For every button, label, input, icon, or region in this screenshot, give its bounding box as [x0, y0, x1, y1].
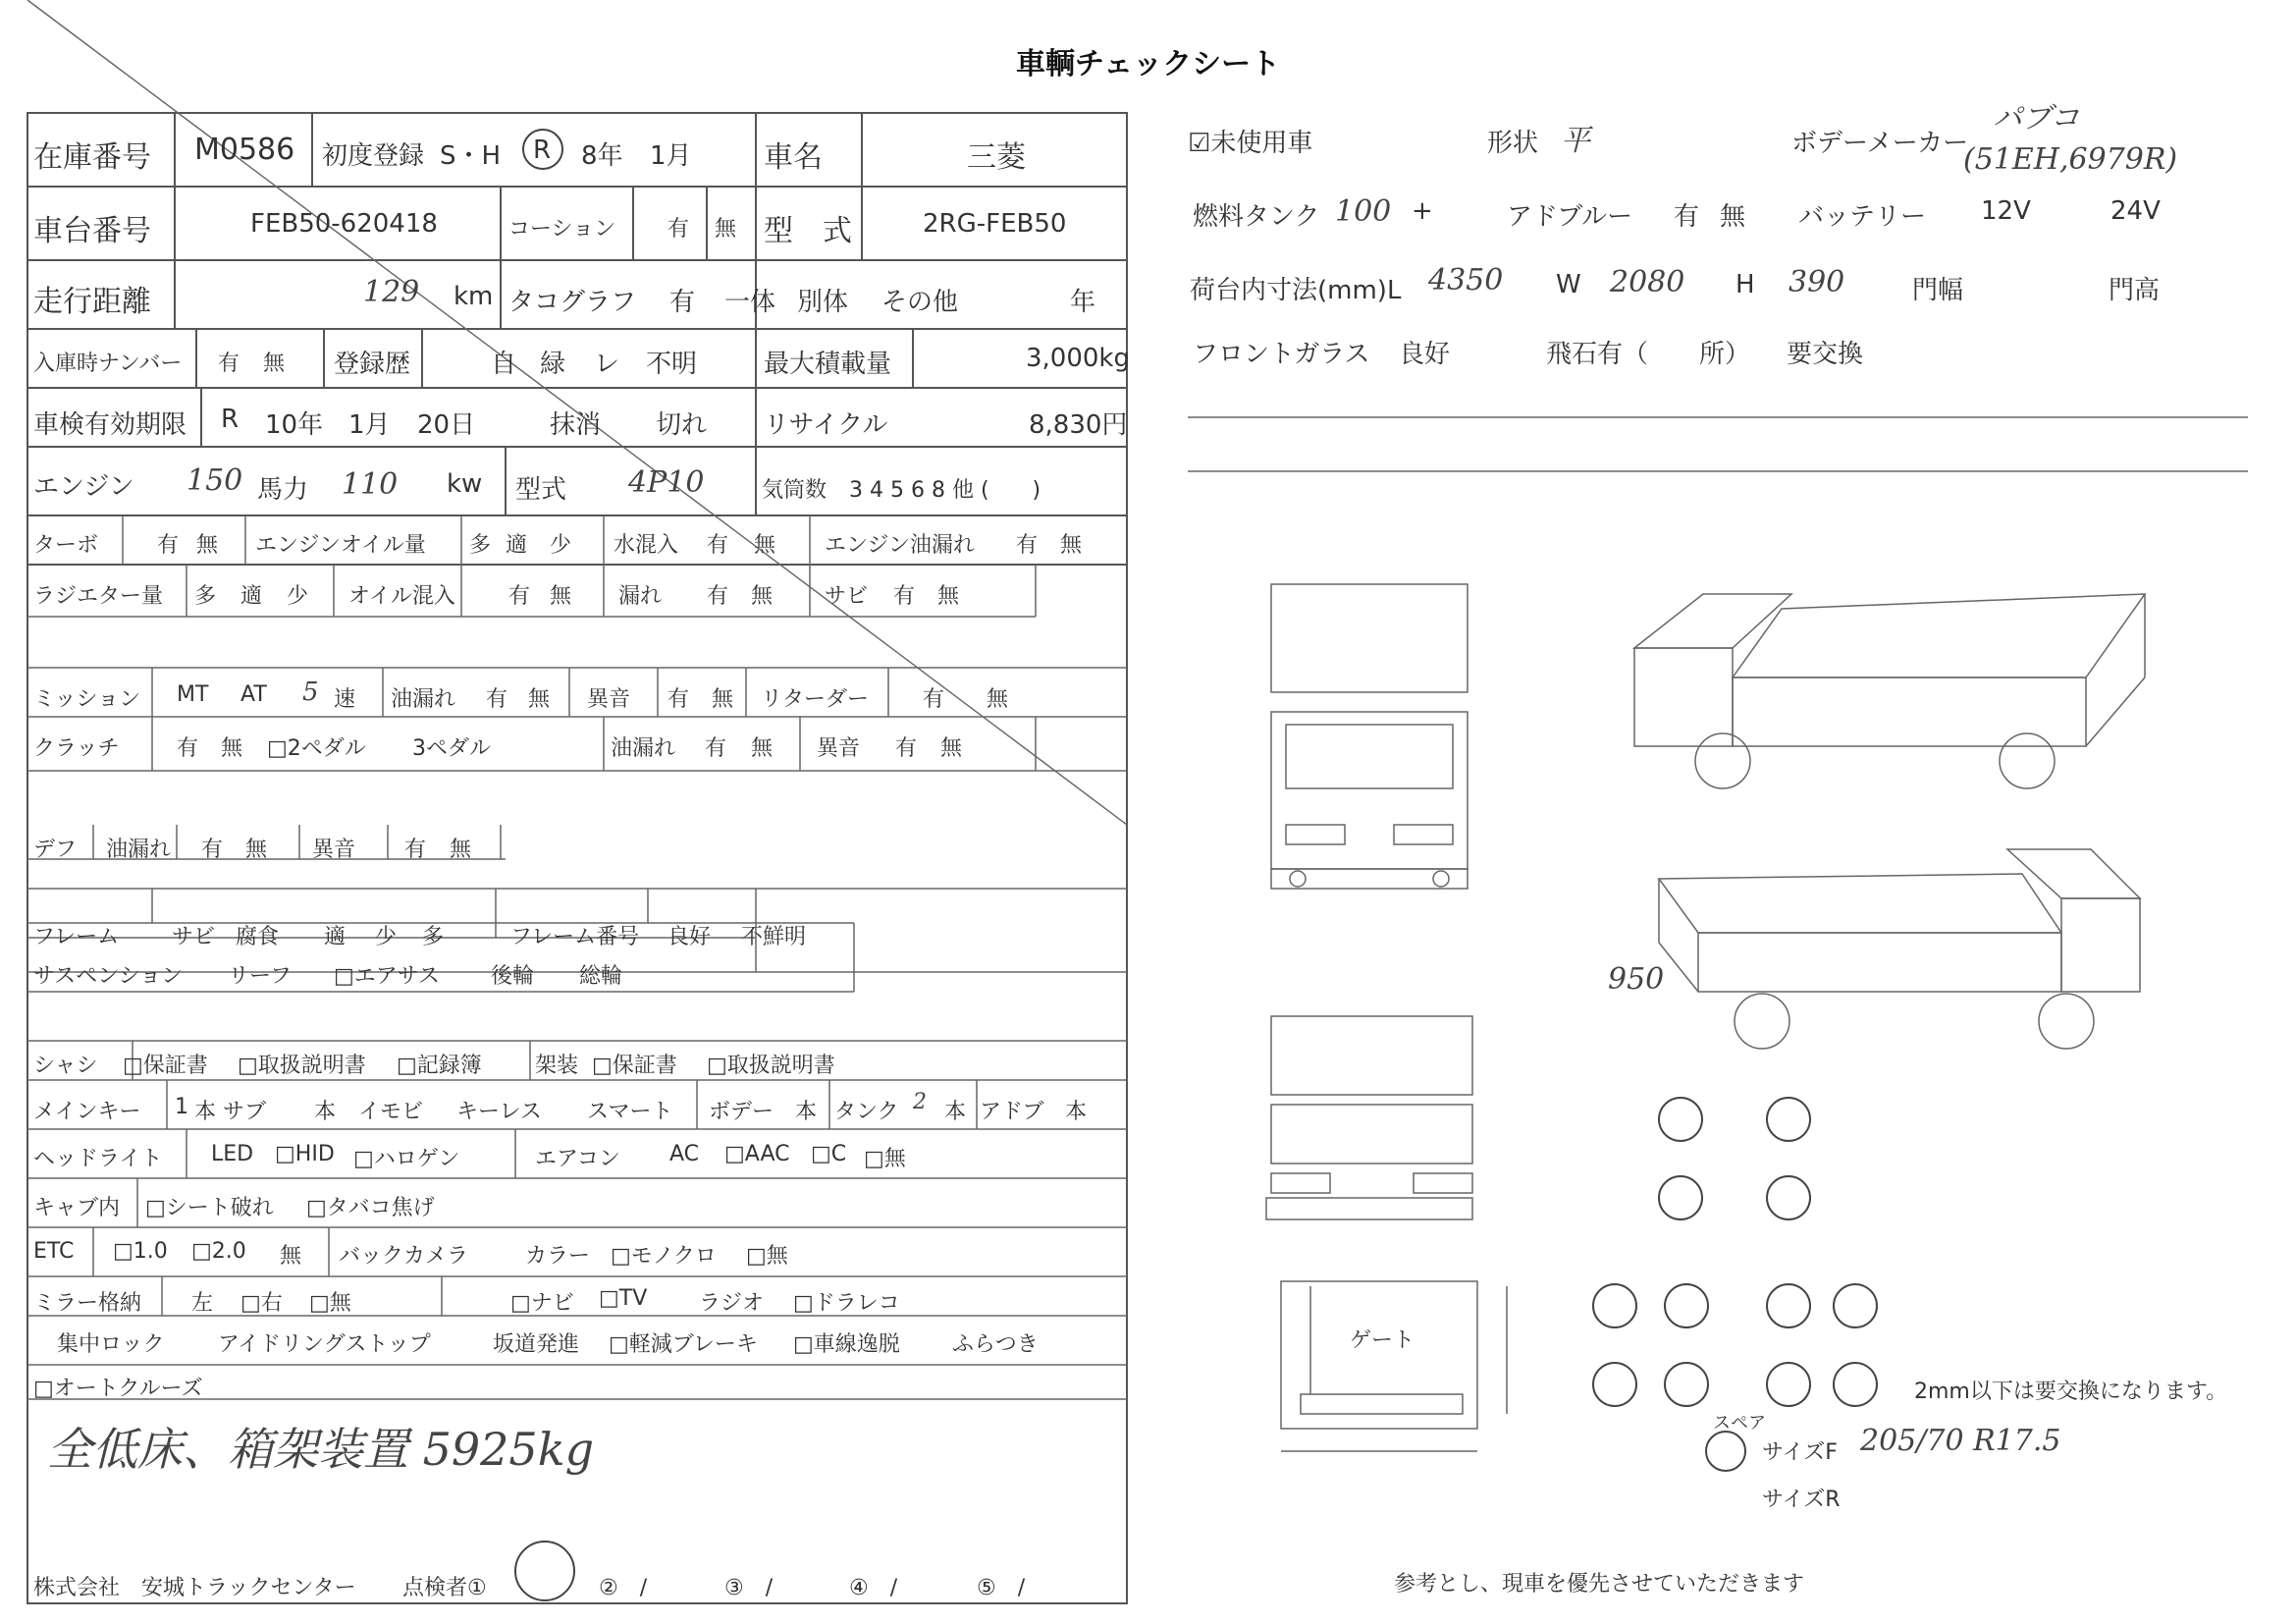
main-key-label: メインキー: [33, 1100, 141, 1124]
mirror-none: □無: [309, 1291, 351, 1316]
body-maker-no: (51EH,6979R): [1963, 142, 2178, 177]
inspector-4: ④ /: [849, 1576, 898, 1600]
gate-label: ゲート: [1350, 1328, 1415, 1353]
maker-label: 車名: [764, 140, 823, 175]
max-load-value: 3,000kg: [1026, 344, 1130, 373]
fuel-label: 燃料タンク: [1193, 202, 1320, 232]
body-warranty: □保証書: [592, 1054, 677, 1078]
clutch-oil-leak-no: 無: [751, 736, 774, 761]
turbo-yes: 有: [157, 533, 180, 558]
insp-era: R: [221, 405, 240, 434]
body-maker-value: パブコ: [1993, 101, 2080, 135]
mirror-label: ミラー格納: [33, 1291, 142, 1316]
company-name: 株式会社 安城トラックセンター: [33, 1576, 356, 1600]
diff-noise-no: 無: [450, 838, 472, 862]
adblue-yes: 有: [1674, 202, 1700, 232]
body-manual: □取扱説明書: [707, 1054, 835, 1078]
cargo-height: 390: [1789, 265, 1845, 299]
oil-mix-label: オイル混入: [348, 584, 455, 609]
engine-model-value: 4P10: [628, 465, 705, 500]
maker-value: 三菱: [967, 140, 1026, 175]
cab-front: [1271, 712, 1468, 869]
diff-noise-label: 異音: [312, 838, 356, 862]
mission-oil-leak-label: 油漏れ: [391, 687, 456, 712]
recycle-label: リサイクル: [764, 410, 888, 440]
aircon-aac: □AAC: [724, 1142, 790, 1166]
mirror-right: □右: [240, 1291, 283, 1316]
chassis-manual: □取扱説明書: [238, 1054, 366, 1078]
footer-note: 参考とし、現車を優先させていただきます: [1394, 1572, 1805, 1597]
mission-oil-leak-yes: 有: [486, 687, 508, 712]
hp-value: 150: [187, 463, 243, 498]
main-key-count: 1: [175, 1095, 188, 1119]
keyless: キーレス: [456, 1100, 542, 1124]
kw-value: 110: [342, 467, 399, 502]
tacho-yes: 有: [669, 288, 696, 317]
auto-cruise: □オートクルーズ: [33, 1377, 203, 1401]
etc-none: 無: [280, 1244, 302, 1269]
tank-key-label: タンク: [834, 1100, 899, 1124]
oil-mix-yes: 有: [508, 584, 531, 609]
rear-view-top: [1271, 1016, 1472, 1095]
cab-label: キャブ内: [33, 1196, 121, 1220]
frame-no-ok: 良好: [667, 925, 712, 949]
insp-expired: 切れ: [656, 410, 708, 440]
inspector-label: 点検者①: [402, 1576, 487, 1600]
eng-leak-no: 無: [1060, 533, 1083, 558]
susp-rear: 後輪: [491, 964, 535, 989]
oil-level-label: エンジンオイル量: [255, 533, 426, 558]
battery-label: バッテリー: [1798, 202, 1927, 232]
back-cam-color: カラー: [525, 1244, 591, 1269]
reg-white: 自: [491, 350, 517, 379]
mission-at: AT: [240, 682, 267, 707]
windshield-good: 良好: [1399, 340, 1451, 369]
first-reg-label: 初度登録: [322, 141, 425, 171]
oil-few: 少: [550, 533, 572, 558]
inspection-label: 車検有効期限: [33, 410, 187, 440]
shape-label: 形状: [1487, 129, 1539, 158]
frame-mid: 適: [324, 925, 347, 949]
frame-few: 少: [375, 925, 398, 949]
aircon-ac: AC: [669, 1142, 700, 1166]
gate-width-label: 門幅: [1912, 276, 1964, 305]
clutch-no: 無: [221, 736, 243, 761]
mission-label: ミッション: [33, 687, 141, 712]
mission-oil-leak-no: 無: [528, 687, 551, 712]
retarder-no: 無: [987, 687, 1009, 712]
unused-label: 未使用車: [1210, 129, 1313, 158]
unused-check: ☑未使用車: [1188, 129, 1313, 158]
first-reg-month: 1月: [650, 141, 692, 171]
oil-mid: 適: [506, 533, 528, 558]
mileage-unit: km: [454, 282, 494, 311]
body-key-unit: 本: [795, 1100, 818, 1124]
clutch-noise-label: 異音: [817, 736, 861, 761]
seat-torn: □シート破れ: [145, 1196, 274, 1220]
body-docs-label: 架装: [535, 1054, 579, 1078]
spare-label: スペア: [1713, 1413, 1766, 1434]
size-r-label: サイズR: [1762, 1488, 1841, 1512]
truck-side-right: [1659, 849, 2140, 1049]
susp-leaf: リーフ: [228, 964, 292, 989]
rad-many: 多: [194, 584, 217, 609]
diff-oil-leak-label: 油漏れ: [106, 838, 172, 862]
cab-front-top: [1271, 584, 1468, 692]
tank-key-unit: 本: [944, 1100, 967, 1124]
truck-side-left: [1634, 594, 2145, 788]
diff-oil-leak-no: 無: [245, 838, 268, 862]
coating-yes: 有: [667, 217, 690, 242]
rust-yes: 有: [893, 584, 916, 609]
adblue-key-unit: 本: [1065, 1100, 1088, 1124]
rad-leak-no: 無: [751, 584, 774, 609]
engine-model-label: 型式: [515, 475, 567, 505]
turbo-label: ターボ: [33, 533, 99, 558]
cargo-width: 2080: [1610, 265, 1685, 299]
clutch-2pedal: □2ペダル: [267, 736, 366, 761]
rad-mid: 適: [240, 584, 263, 609]
etc-1-0: □1.0: [113, 1239, 168, 1264]
tacho-other: その他: [881, 288, 959, 317]
windshield-replace: 要交換: [1787, 340, 1864, 369]
radiator-label: ラジエター量: [33, 584, 164, 609]
retarder-yes: 有: [923, 687, 945, 712]
size-f-label: サイズF: [1762, 1440, 1838, 1465]
mirror-left: 左: [191, 1291, 214, 1316]
chassis-value: FEB50-620418: [250, 209, 438, 239]
water-yes: 有: [707, 533, 729, 558]
inspector-3: ③ /: [724, 1576, 774, 1600]
back-cam-none: □無: [746, 1244, 788, 1269]
mission-speed-label: 速: [334, 687, 356, 712]
frame-corrosion: 腐食: [236, 925, 280, 949]
adblue-label: アドブルー: [1507, 202, 1633, 232]
tacho-label: タコグラフ: [508, 288, 637, 317]
coating-no: 無: [715, 217, 737, 242]
etc-label: ETC: [33, 1239, 75, 1264]
plate-yes: 有: [218, 352, 240, 376]
plate-no: 無: [263, 352, 286, 376]
rear-view-body: [1271, 1105, 1472, 1164]
windshield-label: フロントガラス: [1193, 340, 1370, 369]
clutch-noise-no: 無: [940, 736, 963, 761]
water-no: 無: [754, 533, 776, 558]
headlight-hid: □HID: [275, 1142, 335, 1166]
tank-key-count: 2: [913, 1090, 927, 1114]
dashcam: □ドラレコ: [793, 1291, 900, 1316]
susp-label: サスペンション: [33, 964, 184, 989]
reg-hist-label: 登録歴: [334, 350, 411, 379]
mission-noise-yes: 有: [667, 687, 690, 712]
chassis-docs-label: シャシ: [33, 1054, 98, 1078]
oil-many: 多: [469, 533, 492, 558]
page-title: 車輌チェックシート: [1016, 47, 1281, 81]
back-cam-mono: □モノクロ: [611, 1244, 717, 1269]
size-f-value: 205/70 R17.5: [1860, 1424, 2061, 1458]
cargo-h-label: H: [1735, 270, 1755, 299]
cig-burn: □タバコ焦げ: [306, 1196, 435, 1220]
kw-label: kw: [447, 469, 483, 499]
chassis-label: 車台番号: [33, 214, 151, 248]
hp-label: 馬力: [257, 475, 309, 505]
clutch-oil-leak-label: 油漏れ: [611, 736, 676, 761]
cargo-w-label: W: [1556, 270, 1581, 299]
smart: スマート: [587, 1100, 673, 1124]
rust-no: 無: [937, 584, 960, 609]
model-value: 2RG-FEB50: [923, 209, 1067, 239]
mission-noise-label: 異音: [587, 687, 631, 712]
remark-handwritten: 全低床、箱架装置 5925kg: [47, 1423, 595, 1476]
headlight-halogen: □ハロゲン: [353, 1147, 460, 1171]
chassis-record-book: □記録簿: [397, 1054, 482, 1078]
sub-key-unit: 本: [314, 1100, 337, 1124]
tacho-one: 一体: [724, 288, 776, 317]
navi: □ナビ: [510, 1291, 574, 1316]
headlight-led: LED: [211, 1142, 254, 1166]
radio: ラジオ: [699, 1291, 765, 1316]
engine-label: エンジン: [33, 472, 134, 502]
clutch-3pedal: 3ペダル: [412, 736, 491, 761]
stock-no-value: M0586: [194, 133, 295, 167]
body-maker-label: ボデーメーカー: [1791, 129, 1969, 158]
back-cam-label: バックカメラ: [339, 1244, 469, 1269]
era-options: S・H: [440, 141, 502, 171]
aircon-c: □C: [811, 1142, 847, 1166]
rust-label: サビ: [825, 584, 869, 609]
era-selected: R: [533, 135, 552, 165]
mission-noise-no: 無: [712, 687, 734, 712]
model-label: 型 式: [764, 214, 852, 248]
central-lock: 集中ロック: [57, 1332, 165, 1357]
hill-start: 坂道発進: [493, 1332, 580, 1357]
diff-noise-yes: 有: [404, 838, 427, 862]
clutch-yes: 有: [177, 736, 199, 761]
susp-air: □エアサス: [334, 964, 440, 989]
cyl-options: 3 4 5 6 8 他 ( ): [849, 478, 1041, 503]
insp-year: 10年: [265, 410, 324, 440]
insp-cancel: 抹消: [550, 410, 602, 440]
eng-leak-yes: 有: [1016, 533, 1039, 558]
coating-label: コーション: [508, 217, 616, 242]
inspector-2: ② /: [599, 1576, 648, 1600]
diff-label: デフ: [33, 838, 78, 862]
tacho-year: 年: [1070, 288, 1096, 317]
reg-rent: レ: [594, 350, 620, 379]
battery-12v: 12V: [1981, 196, 2031, 226]
sub-key-label: 本 サブ: [194, 1100, 266, 1124]
shape-value: 平: [1561, 124, 1590, 158]
reg-unknown: 不明: [646, 350, 698, 379]
insp-month: 1月: [348, 410, 391, 440]
first-reg-year: 8年: [581, 141, 623, 171]
retarder-label: リターダー: [761, 687, 870, 712]
clutch-label: クラッチ: [33, 736, 120, 761]
mileage-label: 走行距離: [33, 285, 151, 319]
idle-stop: アイドリングストップ: [218, 1332, 431, 1357]
gate-height-label: 門高: [2109, 276, 2161, 305]
aircon-label: エアコン: [535, 1147, 620, 1171]
wobble: ふらつき: [952, 1332, 1039, 1357]
rad-leak-label: 漏れ: [618, 584, 663, 609]
eng-leak-label: エンジン油漏れ: [825, 533, 975, 558]
chassis-warranty: □保証書: [123, 1054, 208, 1078]
frame-no-label: フレーム番号: [510, 925, 640, 949]
immobi: イモビ: [358, 1100, 424, 1124]
mileage-value: 129: [363, 275, 420, 309]
aircon-none: □無: [864, 1147, 906, 1171]
headlight-label: ヘッドライト: [33, 1147, 163, 1171]
mission-mt: MT: [177, 682, 209, 707]
insp-day: 20日: [417, 410, 476, 440]
susp-all: 総輪: [579, 964, 623, 989]
lane-departure: □車線逸脱: [793, 1332, 900, 1357]
cyl-label: 気筒数: [762, 478, 828, 503]
fuel-plus: +: [1412, 196, 1433, 226]
recycle-value: 8,830円: [1029, 410, 1128, 440]
turbo-no: 無: [196, 533, 219, 558]
rad-few: 少: [287, 584, 309, 609]
clutch-oil-leak-yes: 有: [705, 736, 727, 761]
mission-speed: 5: [302, 677, 319, 707]
cargo-label: 荷台内寸法(mm)L: [1190, 276, 1402, 305]
frame-no-unclear: 不鮮明: [741, 925, 807, 949]
body-key-label: ボデー: [709, 1100, 774, 1124]
stock-no-label: 在庫番号: [33, 140, 151, 175]
adblue-no: 無: [1720, 202, 1746, 232]
cargo-length: 4350: [1428, 263, 1504, 298]
frame-label: フレーム: [33, 925, 120, 949]
adblue-key-label: アドブ: [980, 1100, 1044, 1124]
battery-24v: 24V: [2110, 196, 2161, 226]
max-load-label: 最大積載量: [764, 350, 892, 379]
etc-2-0: □2.0: [191, 1239, 246, 1264]
tire-note: 2mm以下は要交換になります。: [1914, 1380, 2228, 1404]
water-label: 水混入: [614, 533, 679, 558]
rad-leak-yes: 有: [707, 584, 729, 609]
tacho-sep: 別体: [797, 288, 849, 317]
inspector-5: ⑤ /: [977, 1576, 1026, 1600]
frame-many: 多: [422, 925, 445, 949]
fuel-value: 100: [1335, 194, 1392, 229]
plate-label: 入庫時ナンバー: [33, 352, 183, 376]
frame-rust: サビ: [172, 925, 216, 949]
reg-green: 緑: [540, 350, 566, 379]
light-brake: □軽減ブレーキ: [609, 1332, 758, 1357]
clutch-noise-yes: 有: [895, 736, 918, 761]
tv: □TV: [599, 1286, 648, 1311]
windshield-chip: 飛石有（ 所）: [1546, 340, 1751, 369]
oil-mix-no: 無: [550, 584, 572, 609]
diff-oil-leak-yes: 有: [201, 838, 224, 862]
height-note: 950: [1608, 962, 1665, 997]
